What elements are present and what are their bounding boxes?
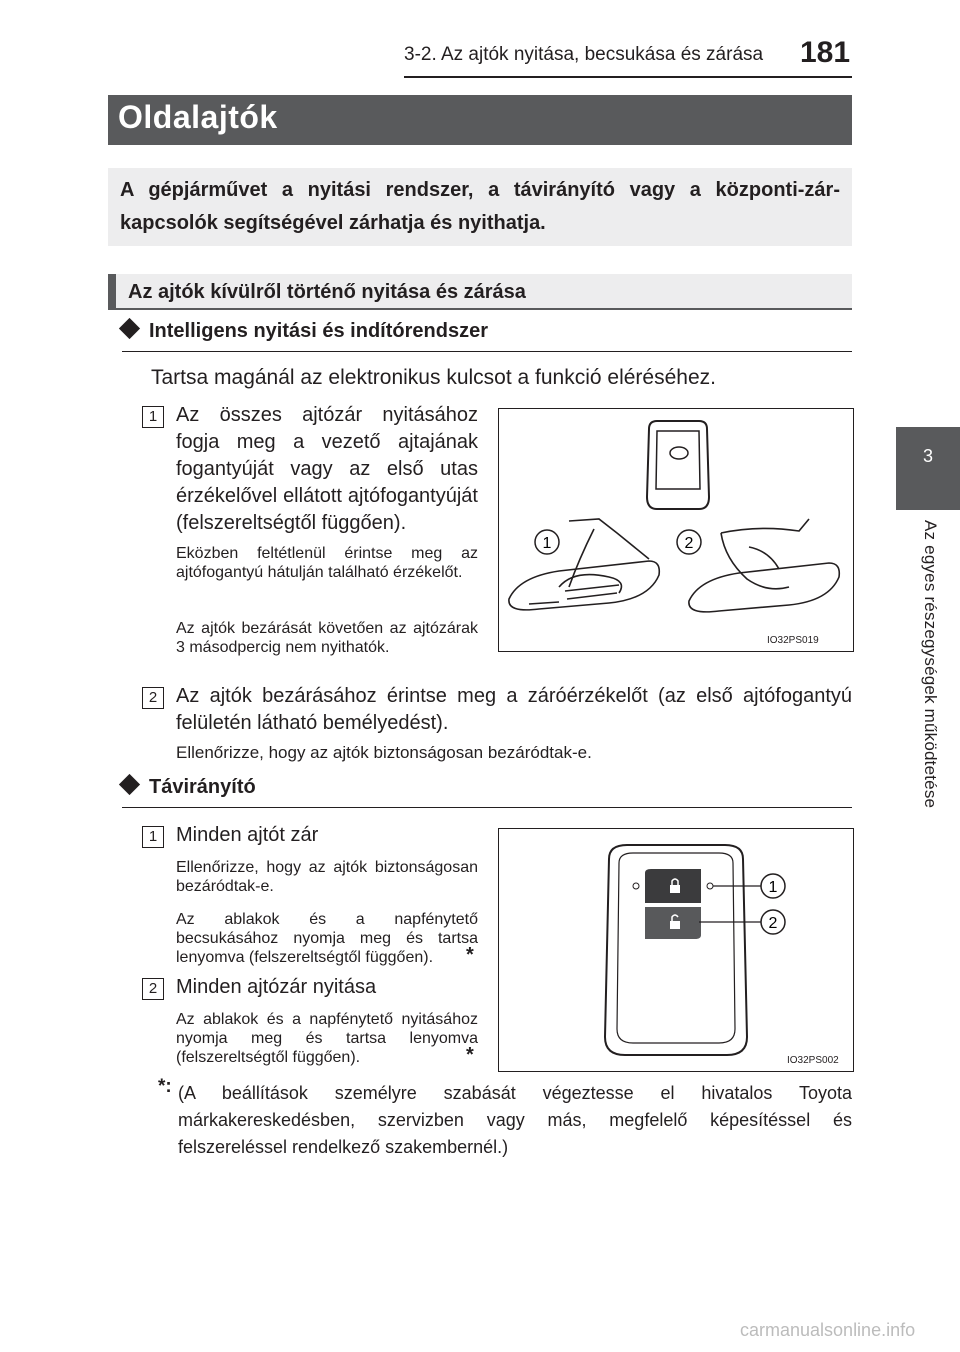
subheading-remote-label: Távirányító xyxy=(149,776,256,798)
diamond-bullet-icon xyxy=(119,774,140,795)
smart-step1-note2: Az ajtók bezárását követően az ajtózárak 3 másodpercig nem nyithatók. xyxy=(176,620,478,656)
lock-button-icon xyxy=(645,869,701,903)
chapter-title: Az egyes részegységek működtetése xyxy=(921,520,940,809)
remote-step2-note: Az ablakok és a napfénytető nyitásához nyomja meg és tartsa lenyomva (felszereltségtől függően). xyxy=(176,1011,478,1066)
subheading-smart-label: Intelligens nyitási és indítórendszer xyxy=(149,320,488,342)
diamond-bullet-icon xyxy=(119,318,140,339)
step-number-2: 2 xyxy=(142,687,164,709)
remote-step1-note1: Ellenőrizze, hogy az ajtók biztonságosan bezáródtak-e. xyxy=(176,859,478,895)
figure-remote-key xyxy=(498,828,854,1072)
remote-key-illustration xyxy=(499,829,853,1071)
intro-box xyxy=(108,168,852,246)
figure-code: IO32PS002 xyxy=(787,1055,839,1066)
watermark: carmanualsonline.info xyxy=(740,1320,916,1340)
remote-step-number-1: 1 xyxy=(142,826,164,848)
subheading-rule xyxy=(122,807,852,808)
figure-door-handles xyxy=(498,408,854,652)
callout-2: 2 xyxy=(768,915,778,932)
smart-step1-text: Az összes ajtózár nyitásához fogja meg a vezető ajtajának fogantyúját vagy az első utas érzékelővel ellátott ajtófogantyúját (felszereltségtől függően). xyxy=(176,404,478,534)
figure-code: IO32PS019 xyxy=(767,635,819,646)
remote-step1-note2: Az ablakok és a napfénytető becsukásához nyomja meg és tartsa lenyomva (felszereltségtől függően). xyxy=(176,911,478,966)
smart-key-icon xyxy=(647,421,709,509)
hand-touch-icon xyxy=(689,519,839,612)
footnote-star: * xyxy=(466,1044,474,1066)
footnote-star: * xyxy=(466,944,474,966)
section-heading-bar xyxy=(108,274,852,308)
footnote-text: (A beállítások személyre szabását végeztesse el hivatalos Toyota márkakereskedésben, szervizben vagy más, megfelelő képesítéssel és felszereléssel rendelkező szakembernél.) xyxy=(178,1083,852,1157)
hand-grip-icon xyxy=(509,519,659,610)
smart-lead: Tartsa magánál az elektronikus kulcsot a funkció eléréséhez. xyxy=(151,366,716,389)
section-title: Az ajtók kívülről történő nyitása és zárása xyxy=(128,281,526,303)
chapter-number: 3 xyxy=(922,446,933,466)
running-header: 3-2. Az ajtók nyitása, becsukása és zárása xyxy=(404,44,764,65)
footnote-mark: *: xyxy=(158,1076,172,1097)
callout-1: 1 xyxy=(542,535,552,552)
callout-1: 1 xyxy=(768,879,778,896)
callout-2: 2 xyxy=(684,535,694,552)
page-number: 181 xyxy=(800,36,851,69)
smart-step1-note1: Eközben feltétlenül érintse meg az ajtófogantyú hátulján található érzékelőt. xyxy=(176,545,478,581)
unlock-button-icon xyxy=(645,907,701,939)
page-title: Oldalajtók xyxy=(118,99,278,135)
page-title-bar xyxy=(108,95,852,145)
subheading-rule xyxy=(122,351,852,352)
door-handle-illustration xyxy=(499,409,853,651)
header-rule xyxy=(404,76,852,78)
remote-step1-text: Minden ajtót zár xyxy=(176,824,319,846)
section-marker xyxy=(108,274,116,308)
subheading-remote xyxy=(122,776,256,799)
remote-step2-text: Minden ajtózár nyitása xyxy=(176,976,377,998)
smart-step2-text: Az ajtók bezárásához érintse meg a záróérzékelőt (az első ajtófogantyú felületén látható bemélyedést). xyxy=(176,685,852,734)
remote-step-number-2: 2 xyxy=(142,978,164,1000)
smart-step2-note: Ellenőrizze, hogy az ajtók biztonságosan bezáródtak-e. xyxy=(176,743,592,762)
subheading-smart xyxy=(122,320,488,343)
chapter-tab xyxy=(896,427,960,510)
step-number-1: 1 xyxy=(142,406,164,428)
intro-text: A gépjárművet a nyitási rendszer, a távirányító vagy a központi-zár-kapcsolók segítségével zárhatja és nyithatja. xyxy=(120,179,840,234)
section-rule xyxy=(108,308,852,310)
